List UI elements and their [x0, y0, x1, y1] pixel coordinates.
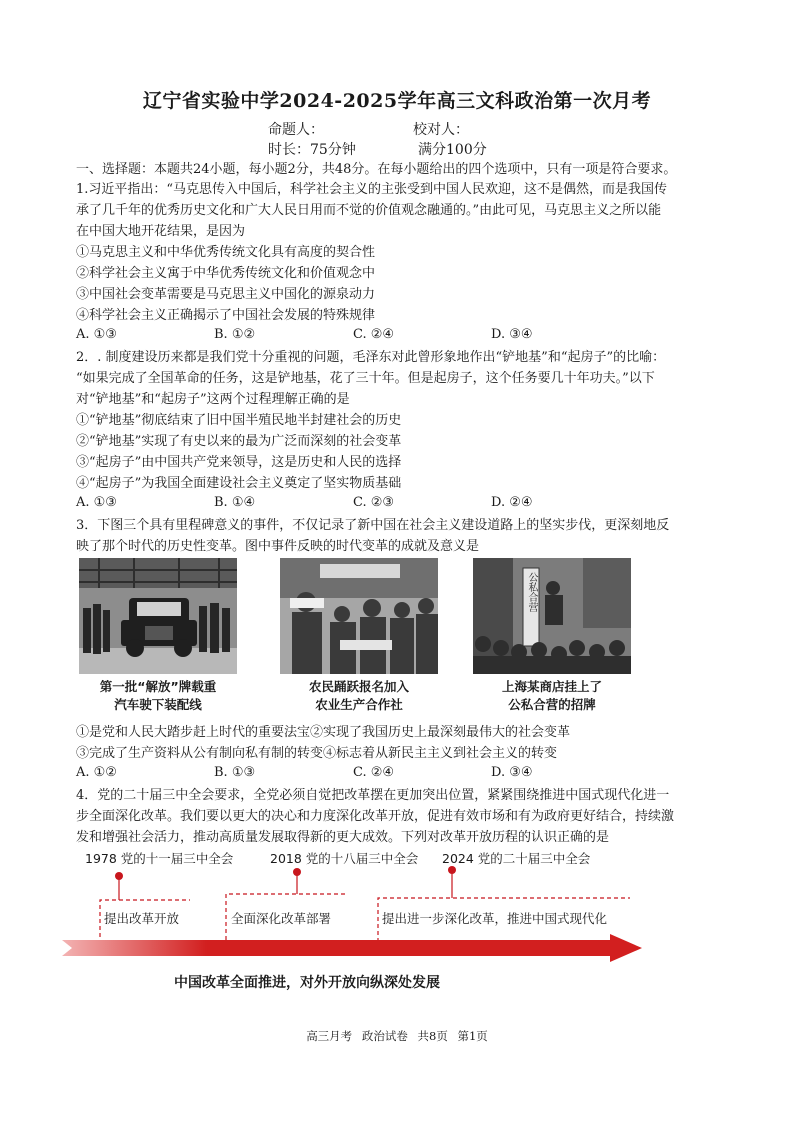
duration-label: 时长：75分钟: [268, 142, 356, 158]
q3-items-line2: ③完成了生产资料从公有制向私有制的转变④标志着从新民主主义到社会主义的转变: [76, 746, 558, 761]
score-label: 满分100分: [418, 142, 487, 158]
q2-option-d[interactable]: D. ②④: [491, 495, 533, 510]
q1-item: ②科学社会主义寓于中华优秀传统文化和价值观念中: [76, 266, 376, 281]
q1-item: ③中国社会变革需要是马克思主义中国化的源泉动力: [76, 287, 376, 302]
timeline-event-2018: 全面深化改革部署: [231, 911, 332, 926]
q2-item: ③“起房子”由中国共产党来领导，这是历史和人民的选择: [76, 455, 402, 470]
q1-option-a[interactable]: A. ①③: [76, 327, 117, 342]
photo-caption: 第一批“解放”牌载重 汽车驶下装配线: [99, 679, 217, 712]
timeline-marker: [293, 868, 301, 876]
q1-option-b[interactable]: B. ①②: [214, 327, 256, 342]
q2-stem-line2: “如果完成了全国革命的任务，这是铲地基，花了三十年。但是起房子，这个任务要几十年功夫。”以下: [76, 371, 655, 386]
q3-option-b[interactable]: B. ①③: [214, 765, 256, 780]
page-footer: 高三月考 政治试卷 共8页 第1页: [306, 1029, 488, 1043]
section-intro: 一、选择题：本题共24小题，每小题2分，共48分。在每小题给出的四个选项中，只有一项是符合要求。: [76, 162, 677, 177]
timeline-marker: [448, 866, 456, 874]
photo-caption: 上海某商店挂上了 公私合营的招牌: [501, 679, 602, 712]
q4-stem-line3: 发和增强社会活力，推动高质量发展取得新的更大成效。下列对改革开放历程的认识正确的是: [76, 830, 610, 845]
q1-stem-line3: 在中国大地开花结果，是因为: [76, 224, 246, 239]
timeline-event-1978: 提出改革开放: [104, 911, 180, 926]
q2-item: ④“起房子”为我国全面建设社会主义奠定了坚实物质基础: [76, 476, 402, 491]
q2-stem-line1: 2．. 制度建设历来都是我们党十分重视的问题，毛泽东对此曾形象地作出“铲地基”和“起房子”的比喻：: [76, 350, 666, 365]
timeline-banner: 中国改革全面推进，对外开放向纵深处发展: [174, 975, 440, 991]
timeline-label-2018: 2018 党的十八届三中全会: [270, 851, 419, 866]
q3-option-d[interactable]: D. ③④: [491, 765, 533, 780]
timeline-label-1978: 1978 党的十一届三中全会: [85, 851, 234, 866]
timeline-connector: [119, 870, 452, 900]
timeline-arrow: [62, 934, 642, 962]
q4-stem-line2: 步全面深化改革。我们要以更大的决心和力度深化改革开放，促进有效市场和有为政府更好结合，持续激: [76, 809, 675, 824]
q1-item: ④科学社会主义正确揭示了中国社会发展的特殊规律: [76, 308, 376, 323]
setter-label: 命题人：: [268, 122, 324, 138]
timeline-marker: [115, 872, 123, 880]
exam-title: 辽宁省实验中学2024-2025学年高三文科政治第一次月考: [142, 90, 652, 112]
q2-option-a[interactable]: A. ①③: [76, 495, 117, 510]
q3-option-c[interactable]: C. ②④: [353, 765, 395, 780]
q2-stem-line3: 对“铲地基”和“起房子”这两个过程理解正确的是: [76, 392, 350, 407]
q3-stem-line2: 映了那个时代的历史性变革。图中事件反映的时代变革的成就及意义是: [76, 539, 480, 554]
q2-option-c[interactable]: C. ②③: [353, 495, 395, 510]
sign-text: 公私合营: [526, 572, 537, 612]
q1-option-d[interactable]: D. ③④: [491, 327, 533, 342]
timeline-label-2024: 2024 党的二十届三中全会: [442, 851, 591, 866]
q3-stem-line1: 3．下图三个具有里程碑意义的事件，不仅记录了新中国在社会主义建设道路上的坚实步伐，更深刻地反: [76, 518, 670, 533]
q1-stem-line2: 承了几千年的优秀历史文化和广大人民日用而不觉的价值观念融通的。”由此可见，马克思主义之所以能: [76, 203, 662, 218]
photo-caption: 农民踊跃报名加入 农业生产合作社: [308, 679, 409, 712]
checker-label: 校对人：: [413, 122, 469, 138]
q2-option-b[interactable]: B. ①④: [214, 495, 256, 510]
q2-item: ②“铲地基”实现了有史以来的最为广泛而深刻的社会变革: [76, 434, 402, 449]
photo-truck-assembly: [79, 558, 237, 674]
q3-option-a[interactable]: A. ①②: [76, 765, 117, 780]
q2-item: ①“铲地基”彻底结束了旧中国半殖民地半封建社会的历史: [76, 413, 402, 428]
q3-items-line1: ①是党和人民大踏步赶上时代的重要法宝②实现了我国历史上最深刻最伟大的社会变革: [76, 725, 571, 740]
timeline-event-2024: 提出进一步深化改革，推进中国式现代化: [382, 911, 608, 926]
q4-stem-line1: 4．党的二十届三中全会要求，全党必须自觉把改革摆在更加突出位置，紧紧围绕推进中国式现代化进一: [76, 788, 670, 803]
photo-farmers-cooperative: [280, 558, 438, 674]
q1-stem-line1: 1.习近平指出：“马克思传入中国后，科学社会主义的主张受到中国人民欢迎，这不是偶然，而是我国传: [76, 182, 668, 197]
photo-joint-venture-sign: [473, 558, 631, 674]
q1-option-c[interactable]: C. ②④: [353, 327, 395, 342]
q1-item: ①马克思主义和中华优秀传统文化具有高度的契合性: [76, 245, 376, 260]
